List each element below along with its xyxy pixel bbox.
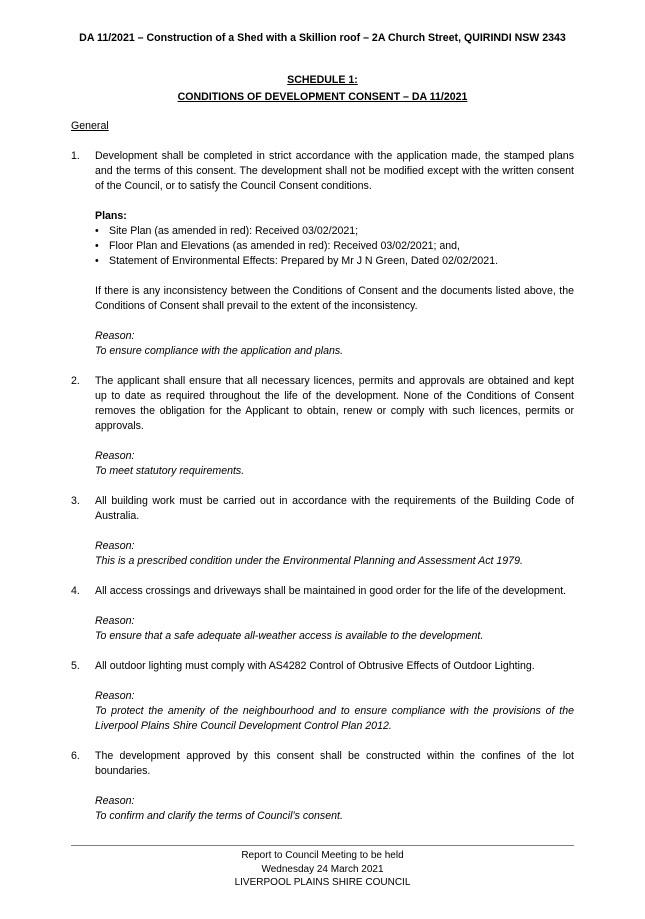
reason-label: Reason: [95,795,135,807]
condition-6 [71,749,574,824]
plans-list-item: • Site Plan (as amended in red): Received 03/02/2021; [95,225,359,237]
condition-text: The applicant shall ensure that all necessary licences, permits and approvals are obtained and kept up to date as required throughout the life of the development. None of the Conditions of Consent removes the obligation for the Applicant to obtain, renew or comply with such licences, permits or approvals. [95,375,574,432]
schedule-subheading: CONDITIONS OF DEVELOPMENT CONSENT – DA 11/2021 [177,91,468,103]
section-title-general: General [71,120,109,132]
footer-line-3: LIVERPOOL PLAINS SHIRE COUNCIL [234,877,411,888]
condition-1 [71,149,574,359]
plans-label: Plans: [95,210,127,222]
footer-divider [71,845,574,846]
reason-label: Reason: [95,540,135,552]
condition-text: All access crossings and driveways shall be maintained in good order for the life of the development. [95,585,567,597]
condition-number: 6. [71,750,80,762]
reason-text: To ensure that a safe adequate all-weather access is available to the development. [95,630,484,642]
document-header: DA 11/2021 – Construction of a Shed with a Skillion roof – 2A Church Street, QUIRINDI NSW 2343 [79,32,566,44]
reason-text: To meet statutory requirements. [95,465,245,477]
condition-2 [71,374,574,479]
condition-number: 1. [71,150,80,162]
reason-text: To protect the amenity of the neighbourhood and to ensure compliance with the provisions of the Liverpool Plains Shire Council Development Control Plan 2012. [95,705,574,732]
reason-text: This is a prescribed condition under the Environmental Planning and Assessment Act 1979. [95,555,523,567]
reason-text: To confirm and clarify the terms of Council’s consent. [95,810,343,822]
footer-line-2: Wednesday 24 March 2021 [261,863,384,875]
plans-list [95,224,574,269]
condition-number: 5. [71,660,80,672]
schedule-heading: SCHEDULE 1: [287,74,358,86]
bullet-icon: • [95,255,99,267]
reason-text: To ensure compliance with the application and plans. [95,345,344,357]
condition-number: 2. [71,375,80,387]
schedule-title-block [0,72,645,106]
reason-label: Reason: [95,615,135,627]
plans-list-item: • Statement of Environmental Effects: Prepared by Mr J N Green, Dated 02/02/2021. [95,255,499,267]
condition-5 [71,659,574,734]
bullet-icon: • [95,240,99,252]
conditions-list [71,149,574,824]
reason-label: Reason: [95,330,135,342]
condition-text: All outdoor lighting must comply with AS4282 Control of Obtrusive Effects of Outdoor Lighting. [95,660,535,672]
plans-list-item: • Floor Plan and Elevations (as amended in red): Received 03/02/2021; and, [95,240,460,252]
bullet-icon: • [95,225,99,237]
footer-line-1: Report to Council Meeting to be held [241,850,404,861]
condition-3 [71,494,574,569]
condition-number: 3. [71,495,80,507]
condition-text: Development shall be completed in strict accordance with the application made, the stamped plans and the terms of this consent. The development shall not be modified except with the written consent of the Council, or to satisfy the Council Consent conditions. [95,150,574,192]
reason-label: Reason: [95,690,135,702]
condition-4 [71,584,574,644]
reason-label: Reason: [95,450,135,462]
condition-extra-text: If there is any inconsistency between the Conditions of Consent and the documents listed above, the Conditions of Consent shall prevail to the extent of the inconsistency. [95,285,574,312]
condition-text: All building work must be carried out in accordance with the requirements of the Building Code of Australia. [95,495,574,522]
page-footer [0,849,645,890]
condition-text: The development approved by this consent shall be constructed within the confines of the lot boundaries. [95,750,574,777]
condition-number: 4. [71,585,80,597]
